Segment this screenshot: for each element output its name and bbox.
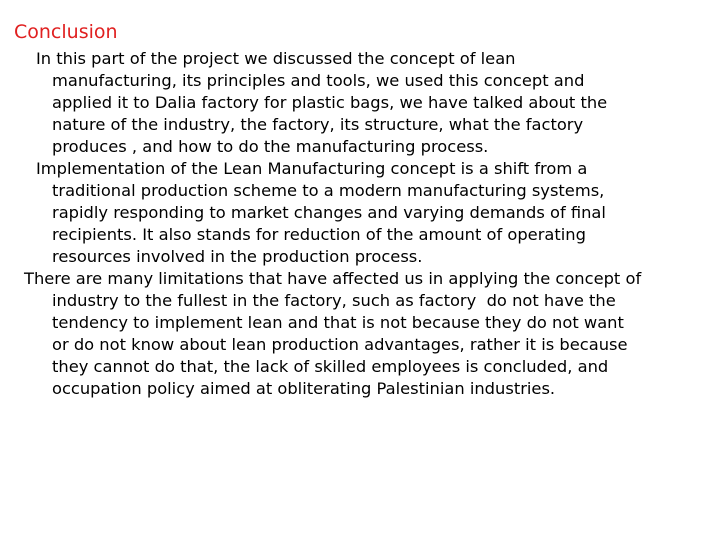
paragraph-line: resources involved in the production process.	[52, 247, 423, 266]
paragraph-summary	[0, 48, 720, 158]
paragraph-line: rapidly responding to market changes and varying demands of final	[52, 203, 606, 222]
paragraph-line: industry to the fullest in the factory, such as factory do not have the	[52, 291, 616, 310]
paragraph-line: traditional production scheme to a modern manufacturing systems,	[52, 181, 605, 200]
paragraph-line: occupation policy aimed at obliterating Palestinian industries.	[52, 379, 556, 398]
slide-body	[0, 48, 720, 400]
paragraph-line: produces , and how to do the manufacturing process.	[52, 137, 489, 156]
paragraph-line: they cannot do that, the lack of skilled employees is concluded, and	[52, 357, 609, 376]
paragraph-line: In this part of the project we discussed the concept of lean	[36, 49, 516, 68]
paragraph-line: recipients. It also stands for reduction of the amount of operating	[52, 225, 586, 244]
paragraph-line: nature of the industry, the factory, its structure, what the factory	[52, 115, 584, 134]
paragraph-line: manufacturing, its principles and tools, we used this concept and	[52, 71, 585, 90]
paragraph-limitations	[0, 268, 720, 400]
paragraph-implementation	[0, 158, 720, 268]
slide-title: Conclusion	[14, 21, 118, 43]
paragraph-line: or do not know about lean production advantages, rather it is because	[52, 335, 628, 354]
paragraph-line: There are many limitations that have affected us in applying the concept of	[24, 269, 642, 288]
paragraph-line: tendency to implement lean and that is not because they do not want	[52, 313, 624, 332]
paragraph-line: applied it to Dalia factory for plastic bags, we have talked about the	[52, 93, 608, 112]
paragraph-line: Implementation of the Lean Manufacturing concept is a shift from a	[36, 159, 588, 178]
